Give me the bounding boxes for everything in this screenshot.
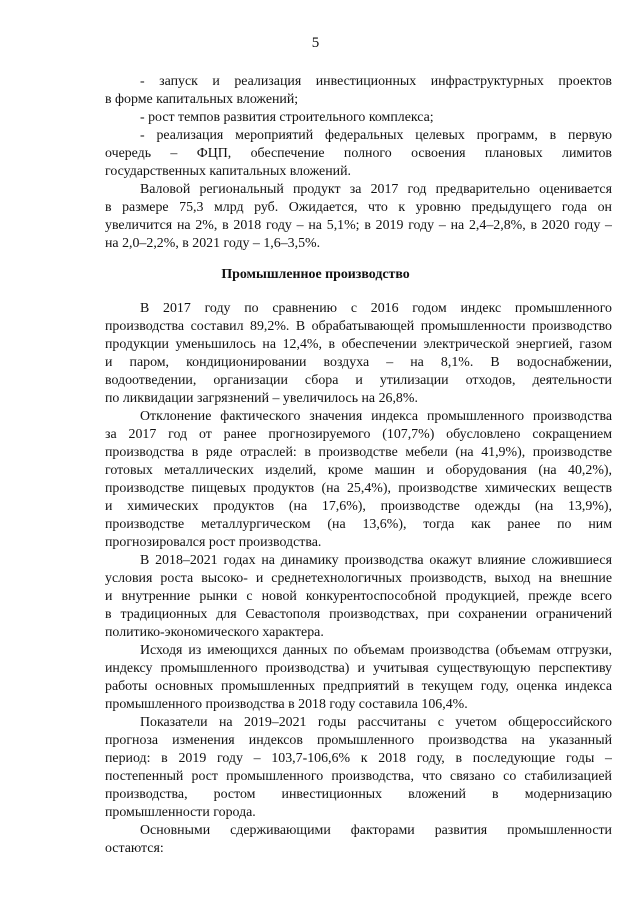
text-line: производстве металлургическом (на 13,6%), тогда как ранее по ним [105,517,612,532]
text-line: постепенный рост промышленного производства, что связано со стабилизацией [105,769,612,784]
text-line: условия роста высоко- и среднетехнологичных производств, выход на внешние [105,571,612,586]
text-line: - запуск и реализация инвестиционных инфраструктурных проектов [140,74,612,89]
text-line: в форме капитальных вложений; [105,92,299,107]
text-line: Валовой региональный продукт за 2017 год предварительно оценивается [140,182,612,197]
text-line: политико-экономического характера. [105,625,324,640]
text-line: промышленного производства в 2018 году составила 106,4%. [105,697,468,712]
text-line: прогноза изменения индексов промышленного производства на указанный [105,733,612,748]
text-line: производства в ряде отраслей: в производстве мебели (на 41,9%), производстве [105,445,612,460]
text-line: работы основных промышленных предприятий в текущем году, оценка индекса [105,679,612,694]
text-line: государственных капитальных вложений. [105,164,351,179]
text-line: в традиционных для Севастополя производствах, при сохранении ограничений [105,607,612,622]
text-line: производства, ростом инвестиционных вложений в модернизацию [105,787,612,802]
text-line: Основными сдерживающими факторами развития промышленности [140,823,612,838]
text-line: промышленности города. [105,805,256,820]
text-line: - реализация мероприятий федеральных целевых программ, в первую [140,128,612,143]
text-line: и внутренние рынки с новой конкурентоспособной продукцией, прежде всего [105,589,612,604]
page-number: 5 [311,35,320,51]
text-line: В 2018–2021 годах на динамику производства окажут влияние сложившиеся [140,553,612,568]
text-line: водоотведении, организации сбора и утилизации отходов, деятельности [105,373,612,388]
text-line: в размере 75,3 млрд руб. Ожидается, что к уровню предыдущего года он [105,200,612,215]
text-line: по ликвидации загрязнений – увеличилось на 26,8%. [105,391,418,406]
text-line: и химических продуктов (на 17,6%), производстве одежды (на 13,9%), [105,499,612,514]
text-line: прогнозировался рост производства. [105,535,322,550]
text-line: остаются: [105,841,164,856]
text-line: продукции уменьшилось на 12,4%, в обеспечении электрической энергией, газом [105,337,612,352]
text-line: Отклонение фактического значения индекса промышленного производства [140,409,612,424]
text-line: производстве пищевых продуктов (на 25,4%), производстве химических веществ [105,481,612,496]
text-line: производства составил 89,2%. В обрабатывающей промышленности производство [105,319,612,334]
text-line: готовых металлических изделий, кроме машин и оборудования (на 40,2%), [105,463,612,478]
text-line: за 2017 год от ранее прогнозируемого (107,7%) обусловлено сокращением [105,427,612,442]
text-line: увеличится на 2%, в 2018 году – на 5,1%; в 2019 году – на 2,4–2,8%, в 2020 году – [105,218,612,233]
section-heading: Промышленное производство [221,267,410,282]
text-line: - рост темпов развития строительного комплекса; [140,110,434,125]
text-line: очередь – ФЦП, обеспечение полного освоения плановых лимитов [105,146,612,161]
text-line: индексу промышленного производства) и учитывая существующую перспективу [105,661,612,676]
text-line: Исходя из имеющихся данных по объемам производства (объемам отгрузки, [140,643,612,658]
text-line: период: в 2019 году – 103,7-106,6% к 2018 году, в последующие годы – [105,751,612,766]
text-line: Показатели на 2019–2021 годы рассчитаны с учетом общероссийского [140,715,612,730]
text-line: на 2,0–2,2%, в 2021 году – 1,6–3,5%. [105,236,321,251]
text-line: и паром, кондиционировании воздуха – на 8,1%. В водоснабжении, [105,355,612,370]
text-line: В 2017 году по сравнению с 2016 годом индекс промышленного [140,301,612,316]
